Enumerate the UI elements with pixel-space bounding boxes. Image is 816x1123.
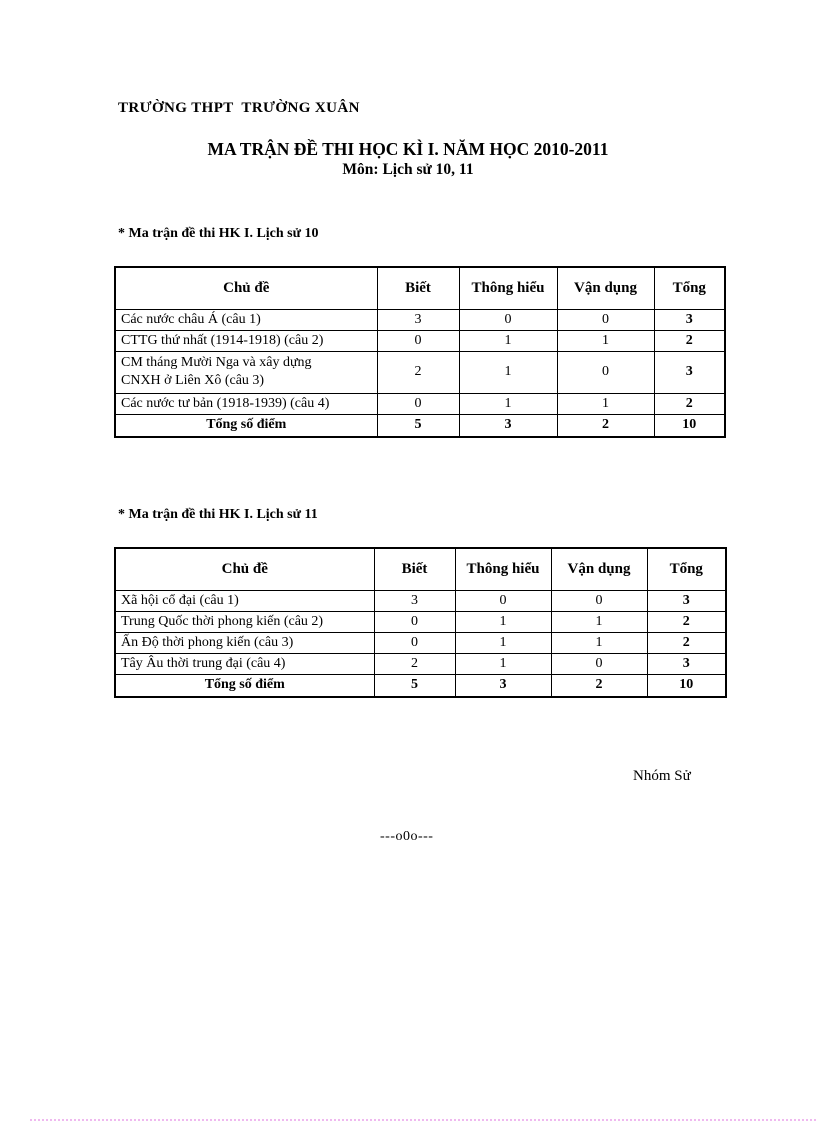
score-cell: 0 xyxy=(377,393,459,414)
total-cell: 3 xyxy=(654,352,725,394)
score-cell: 1 xyxy=(557,331,654,352)
total-cell: 2 xyxy=(647,633,726,654)
score-cell: 1 xyxy=(459,352,557,394)
score-cell: 1 xyxy=(455,633,551,654)
table-row xyxy=(115,331,725,352)
total-label-cell: Tổng số điểm xyxy=(115,675,374,698)
score-cell: 2 xyxy=(557,414,654,437)
score-cell: 1 xyxy=(455,654,551,675)
column-header-know: Biết xyxy=(377,267,459,310)
score-cell: 0 xyxy=(459,310,557,331)
table-row xyxy=(115,310,725,331)
table-row xyxy=(115,654,726,675)
score-cell: 5 xyxy=(377,414,459,437)
score-cell: 1 xyxy=(557,393,654,414)
table-row xyxy=(115,612,726,633)
total-label-cell: Tổng số điểm xyxy=(115,414,377,437)
score-cell: 0 xyxy=(374,612,455,633)
score-cell: 0 xyxy=(374,633,455,654)
total-cell: 3 xyxy=(654,310,725,331)
table2-header-row xyxy=(115,548,726,591)
topic-cell: Ấn Độ thời phong kiến (câu 3) xyxy=(115,633,374,654)
table-row xyxy=(115,393,725,414)
total-cell: 10 xyxy=(654,414,725,437)
score-cell: 0 xyxy=(551,654,647,675)
score-cell: 0 xyxy=(455,591,551,612)
end-mark: ---o0o--- xyxy=(380,829,434,844)
table-row xyxy=(115,352,725,394)
score-cell: 3 xyxy=(455,675,551,698)
topic-cell xyxy=(115,352,377,394)
column-header-apply: Vận dụng xyxy=(557,267,654,310)
score-cell: 5 xyxy=(374,675,455,698)
table-row xyxy=(115,591,726,612)
topic-cell: CTTG thứ nhất (1914-1918) (câu 2) xyxy=(115,331,377,352)
document-title: MA TRẬN ĐỀ THI HỌC KÌ I. NĂM HỌC 2010-2011 xyxy=(207,139,609,159)
topic-cell: Tây Âu thời trung đại (câu 4) xyxy=(115,654,374,675)
topic-cell: Các nước tư bản (1918-1939) (câu 4) xyxy=(115,393,377,414)
total-cell: 2 xyxy=(654,331,725,352)
topic-cell: Các nước châu Á (câu 1) xyxy=(115,310,377,331)
score-cell: 1 xyxy=(455,612,551,633)
total-cell: 3 xyxy=(647,654,726,675)
column-header-understand: Thông hiểu xyxy=(455,548,551,591)
column-header-know: Biết xyxy=(374,548,455,591)
school-name: TRƯỜNG THPT TRƯỜNG XUÂN xyxy=(118,100,360,116)
score-cell: 3 xyxy=(459,414,557,437)
column-header-total: Tổng xyxy=(647,548,726,591)
total-cell: 10 xyxy=(647,675,726,698)
column-header-apply: Vận dụng xyxy=(551,548,647,591)
signature: Nhóm Sử xyxy=(633,768,691,784)
table1-caption: * Ma trận đề thi HK I. Lịch sử 10 xyxy=(118,226,319,241)
matrix-table-history11 xyxy=(114,547,727,698)
table1-header-row xyxy=(115,267,725,310)
document-subtitle: Môn: Lịch sử 10, 11 xyxy=(342,161,474,178)
score-cell: 0 xyxy=(551,591,647,612)
total-score-row xyxy=(115,675,726,698)
column-header-understand: Thông hiểu xyxy=(459,267,557,310)
total-cell: 2 xyxy=(647,612,726,633)
score-cell: 0 xyxy=(557,352,654,394)
score-cell: 1 xyxy=(551,633,647,654)
score-cell: 1 xyxy=(551,612,647,633)
column-header-total: Tổng xyxy=(654,267,725,310)
score-cell: 3 xyxy=(374,591,455,612)
score-cell: 2 xyxy=(377,352,459,394)
table2-caption: * Ma trận đề thi HK I. Lịch sử 11 xyxy=(118,507,318,522)
total-cell: 2 xyxy=(654,393,725,414)
total-cell: 3 xyxy=(647,591,726,612)
score-cell: 3 xyxy=(377,310,459,331)
matrix-table-history10 xyxy=(114,266,726,438)
score-cell: 0 xyxy=(377,331,459,352)
page-bottom-dotted-line xyxy=(30,1119,816,1121)
score-cell: 1 xyxy=(459,393,557,414)
total-score-row xyxy=(115,414,725,437)
score-cell: 0 xyxy=(557,310,654,331)
topic-cell: Trung Quốc thời phong kiến (câu 2) xyxy=(115,612,374,633)
score-cell: 2 xyxy=(551,675,647,698)
score-cell: 1 xyxy=(459,331,557,352)
column-header-topic: Chủ đề xyxy=(115,267,377,310)
score-cell: 2 xyxy=(374,654,455,675)
topic-text: CM tháng Mười Nga và xây dựng CNXH ở Liên Xô (câu 3) xyxy=(121,355,312,389)
topic-cell: Xã hội cổ đại (câu 1) xyxy=(115,591,374,612)
table-row xyxy=(115,633,726,654)
column-header-topic: Chủ đề xyxy=(115,548,374,591)
